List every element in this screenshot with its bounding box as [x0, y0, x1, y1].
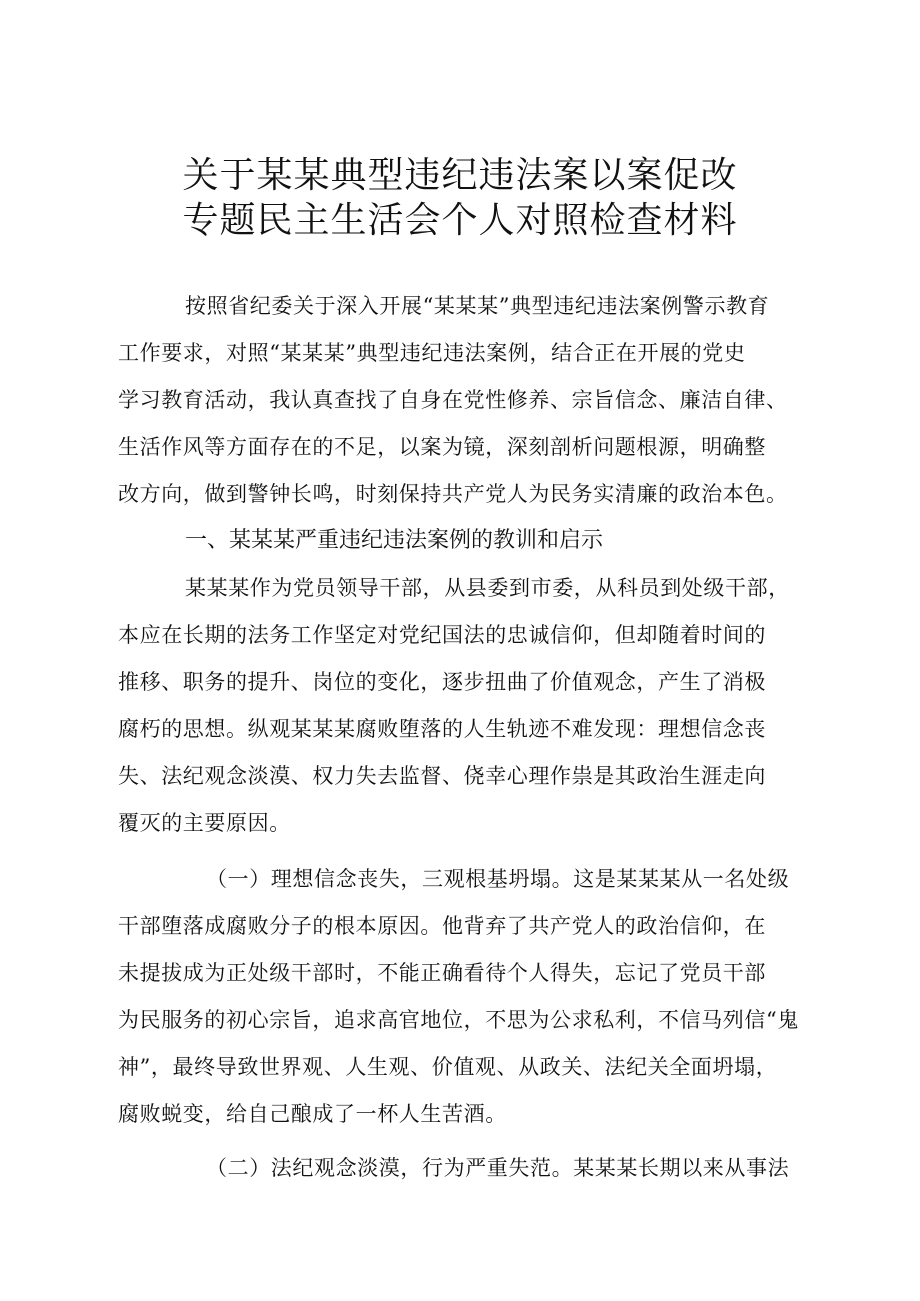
intro-paragraph-line: 改方向，做到警钟长鸣，时刻保持共产党人为民务实清廉的政治本色。	[118, 482, 788, 506]
document-title-line-2: 专题民主生活会个人对照检查材料	[182, 200, 738, 241]
point-paragraph-line: 干部堕落成腐败分子的根本原因。他背弃了共产党人的政治信仰，在	[118, 914, 766, 938]
section-paragraph-line: 失、法纪观念淡漠、权力失去监督、侥幸心理作祟是其政治生涯走向	[118, 764, 766, 788]
section-paragraph-line: 某某某作为党员领导干部，从县委到市委，从科员到处级干部，	[185, 576, 790, 600]
section-heading: 一、某某某严重违纪违法案例的教训和启示	[185, 528, 604, 553]
section-paragraph-line: 本应在长期的法务工作坚定对党纪国法的忠诚信仰，但却随着时间的	[118, 623, 766, 647]
section-paragraph-line: 腐朽的思想。纵观某某某腐败堕落的人生轨迹不难发现：理想信念丧	[118, 717, 766, 741]
point-paragraph-line: （一）理想信念丧失，三观根基坍塌。这是某某某从一名处级	[206, 867, 790, 891]
point-paragraph-line: 腐败蜕变，给自己酿成了一杯人生苦酒。	[118, 1102, 507, 1126]
intro-paragraph-line: 工作要求，对照“某某某”典型违纪违法案例，结合正在开展的党史	[118, 341, 746, 365]
point-paragraph-line: 神”，最终导致世界观、人生观、价值观、从政关、法纪关全面坍塌，	[118, 1055, 778, 1079]
intro-paragraph-line: 学习教育活动，我认真查找了自身在党性修养、宗旨信念、廉洁自律、	[118, 388, 788, 412]
point-paragraph-line: 未提拔成为正处级干部时，不能正确看待个人得失，忘记了党员干部	[118, 961, 766, 985]
document-title-line-1: 关于某某典型违纪违法案以案促改	[182, 155, 738, 196]
intro-paragraph-line: 生活作风等方面存在的不足，以案为镜，深刻剖析问题根源，明确整	[118, 435, 766, 459]
point-paragraph-line: （二）法纪观念淡漠，行为严重失范。某某某长期以来从事法	[206, 1156, 790, 1180]
section-paragraph-line: 覆灭的主要原因。	[118, 811, 291, 835]
intro-paragraph-line: 按照省纪委关于深入开展“某某某”典型违纪违法案例警示教育	[185, 294, 770, 318]
point-paragraph-line: 为民服务的初心宗旨，追求高官地位，不思为公求私利，不信马列信“鬼	[118, 1008, 799, 1032]
section-paragraph-line: 推移、职务的提升、岗位的变化，逐步扭曲了价值观念，产生了消极	[118, 670, 766, 694]
